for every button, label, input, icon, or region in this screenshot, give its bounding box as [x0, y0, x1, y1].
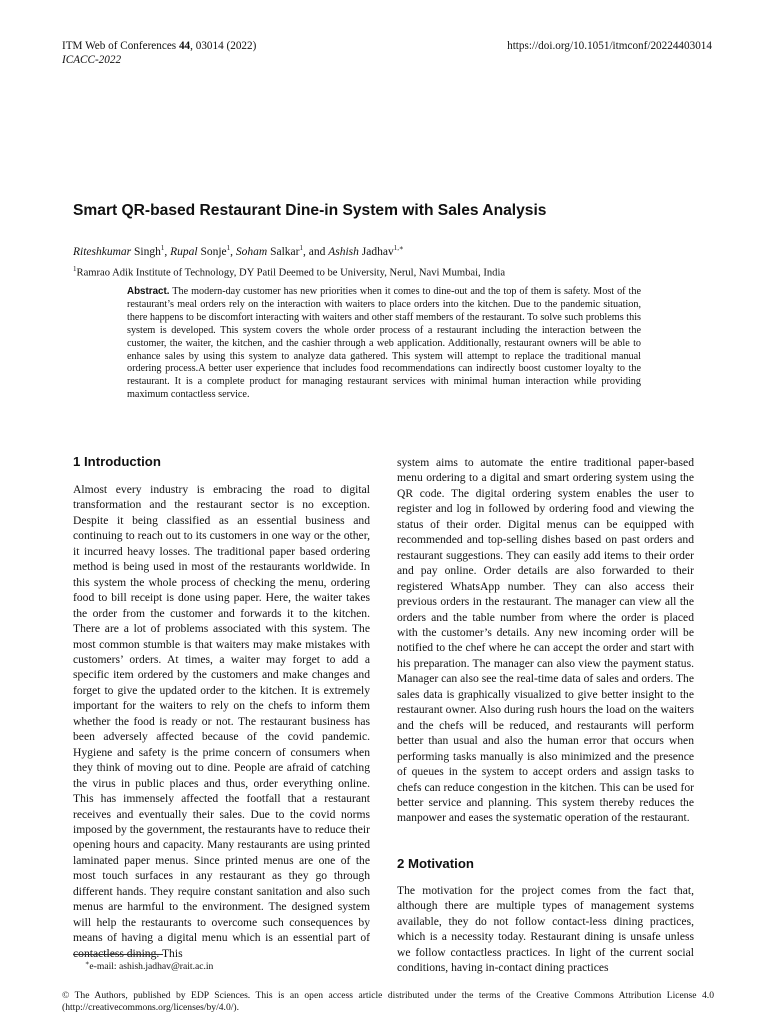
- author-given-name: Ashish: [328, 245, 359, 258]
- author-list: Riteshkumar Singh$^1$, Rupal Sonje$^1$, Soham Salkar$^1$, and Ashish Jadhav$^{1,∗}$: [73, 244, 404, 258]
- abstract-text: The modern-day customer has new priorities when it comes to dine-out and the top of them is safety. Most of the restaurant’s meal orders rely on the interaction with waiters to place orders into the kitchen. Due to the pandemic situation, there happens to be discomfort interacting with waiters and other staff members of the restaurant. To solve such problems this system is developed. This system covers the whole order process of a restaurant including the interaction between the customer, the waiter, the kitchen, and the cashier through a web application. Additionally, restaurant owners will be able to enhance sales by using this system to analyze data gathered. This system will attempt to replace the traditional manual ordering process.A better user experience that includes food recommendations can indirectly boost customer loyalty to the restaurant. It is a complete product for managing restaurant services with minimal human interaction while providing maximum contactless service.: [127, 286, 641, 401]
- author-affil-mark: 1: [299, 244, 303, 252]
- introduction-body-continued: system aims to automate the entire traditional paper-based menu ordering to a digital and smart ordering system using the QR code. The digital ordering system enables the user to register and log in followed by ordering food and viewing the status of their order. Digital menus can be equipped with recommended and top-selling dishes based on past orders and restaurant suggestions. They can easily add items to their order and pay online. Order details are also forwarded to their registered WhatsApp number. They can also access their previous orders in the restaurant. The manager can view all the orders and the table number from where the order is placed with the customer’s details. Any new incoming order will be notified to the chef where he can accept the order and start with his preparation. The manager can also view the payment status. Manager can also see the real-time data of sales and orders. The sales data is graphically visualized to give better insight to the restaurant owner. Also during rush hours the load on the waiters and the chefs will be reduced, and restaurants will perform better than usual and also the human error that occurs when performing tasks manually is also minimized and the presence of queues in the system to accept orders and assign tasks to chefs can reduce congestion in the kitchen. This can be used for better service and planning. This system thereby reduces the manpower and eases the systematic operation of the restaurant.: [397, 456, 694, 825]
- affiliation: [73, 262, 505, 281]
- footnote-rule: [73, 954, 163, 955]
- abstract: [127, 286, 641, 402]
- section-heading-motivation: 2 Motivation: [397, 856, 474, 871]
- author-affil-mark: 1,∗: [393, 244, 404, 252]
- section-heading-introduction: 1 Introduction: [73, 454, 161, 469]
- author-given-name: Soham: [235, 245, 268, 258]
- abstract-label: Abstract.: [127, 286, 170, 297]
- author-affil-mark: 1: [160, 244, 165, 252]
- motivation-body: The motivation for the project comes from the fact that, although there are multiple types of management systems available, they do not follow contact-less dining practices, which is a necessity today. Restaurant dining is unsafe unless we follow contactless practices. In light of the current social conditions, having in-contact dining practices: [397, 884, 694, 975]
- running-header-left: [62, 39, 256, 67]
- doi-link[interactable]: https://doi.org/10.1051/itmconf/20224403014: [507, 40, 712, 52]
- author-affil-mark: 1: [226, 244, 231, 252]
- author-given-name: Riteshkumar: [73, 245, 132, 258]
- author-family-name: Salkar: [270, 245, 300, 258]
- author-family-name: Singh: [134, 245, 161, 258]
- author-family-name: Jadhav: [361, 245, 394, 258]
- footnote-mark: ∗: [85, 960, 90, 967]
- conference-name: ICACC-2022: [62, 54, 122, 66]
- affiliation-text: Ramrao Adik Institute of Technology, DY Patil Deemed to be University, Nerul, Navi Mumbai, India: [76, 267, 506, 279]
- footnote-email[interactable]: e-mail: ashish.jadhav@rait.ac.in: [89, 961, 214, 973]
- affiliation-mark: 1: [73, 265, 77, 273]
- paper-title: Smart QR-based Restaurant Dine-in System with Sales Analysis: [73, 202, 547, 219]
- license-notice: © The Authors, published by EDP Sciences. This is an open access article distributed under the terms of the Creative Commons Attribution License 4.0 (http://creativecommons.org/licenses/by/4.0/).: [62, 990, 714, 1014]
- author-family-name: Sonje: [200, 245, 227, 258]
- author-given-name: Rupal: [170, 245, 198, 258]
- corresponding-author-footnote: [85, 958, 213, 973]
- journal-citation: ITM Web of Conferences 44, 03014 (2022): [62, 40, 257, 52]
- introduction-body: Almost every industry is embracing the road to digital transformation and the restaurant sector is no exception. Despite it being classified as an essential business and continuing to reach out to its customers in one way or the other, it incurred heavy losses. The traditional paper based ordering method is being used in most of the restaurants worldwide. In this system the whole process of checking the menu, ordering food to bill receipt is done using paper. Here, the waiter takes the order from the customer and forwards it to the kitchen. There are a lot of problems associated with this system. The most common stumble is that waiters may make mistakes with customers’ orders. At times, a waiter may forget to add a specific item ordered by the customers and make changes and forget to give the updated order to the kitchen. It is extremely important for the waiters to rely on the chefs to inform them whether the food is ready or not. The restaurant business has been adversely affected because of the covid pandemic. Hygiene and safety is the prime concern of consumers when they think of moving out to dine. People are afraid of catching the virus in public places and thus, order everything online. This has immensely affected the footfall that a restaurant receives and eventually their sales. Due to the covid norms imposed by the government, the restaurants have to reduce their opening hours and capacity. Many restaurants are using printed laminated paper menus. Since printed menus are one of the most touch surfaces in any restaurant as they go through different hands. They require constant sanitation and also such menus are harmful to the environment. The designed system will help the restaurants to overcome such consequences by means of having a digital menu which is an essential part of contactless dining. This: [73, 483, 370, 960]
